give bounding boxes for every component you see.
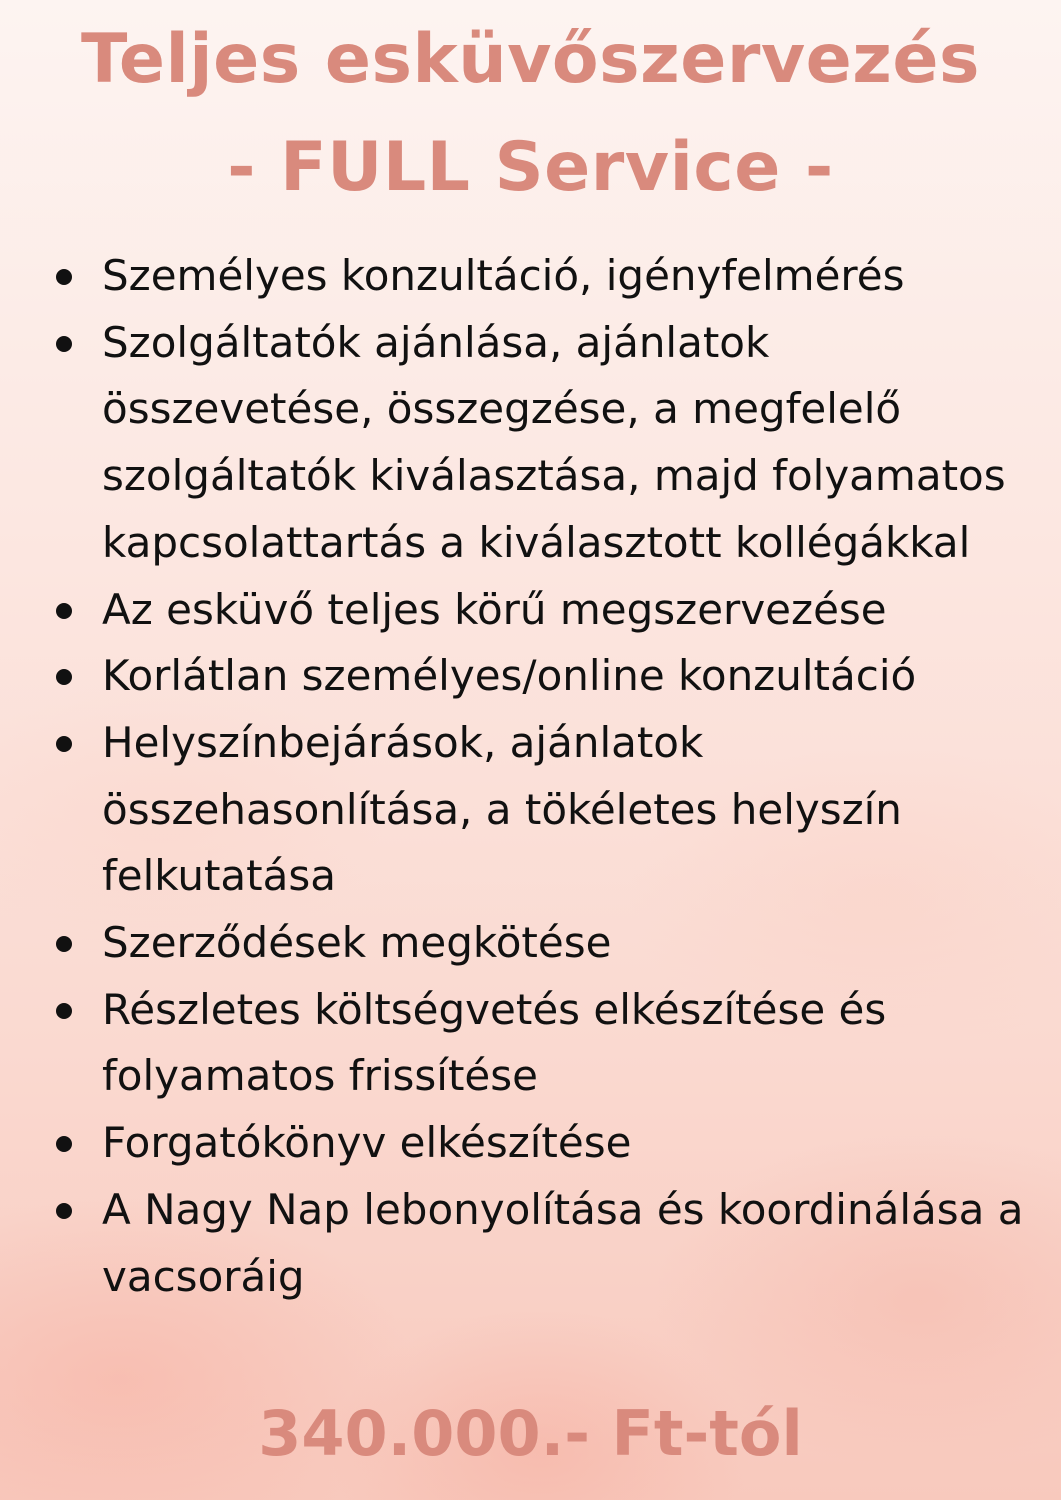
feature-text: Szerződések megkötése — [102, 918, 612, 968]
feature-item — [102, 977, 1052, 1110]
bullet-icon — [56, 336, 72, 352]
feature-item — [102, 310, 1052, 577]
feature-list — [102, 243, 1052, 1310]
feature-item — [102, 710, 1052, 910]
feature-text: Helyszínbejárások, ajánlatok összehasonlítása, a tökéletes helyszín felkutatása — [102, 717, 902, 901]
bullet-icon — [56, 1003, 72, 1019]
bullet-icon — [56, 269, 72, 285]
feature-text: Forgatókönyv elkészítése — [102, 1118, 632, 1168]
feature-item — [102, 1110, 1052, 1177]
bullet-icon — [56, 669, 72, 685]
bullet-icon — [56, 1203, 72, 1219]
price: 340.000.- Ft-tól — [258, 1397, 803, 1470]
title-line-2: - FULL Service - — [227, 128, 834, 207]
feature-item — [102, 1177, 1052, 1310]
feature-text: Korlátlan személyes/online konzultáció — [102, 651, 917, 701]
feature-item — [102, 643, 1052, 710]
bullet-icon — [56, 603, 72, 619]
feature-item — [102, 243, 1052, 310]
feature-text: Szolgáltatók ajánlása, ajánlatok összevetése, összegzése, a megfelelő szolgáltatók kiválasztása, majd folyamatos kapcsolattartás a kiválasztott kollégákkal — [102, 317, 1006, 567]
feature-item — [102, 910, 1052, 977]
bullet-icon — [56, 1136, 72, 1152]
feature-text: Részletes költségvetés elkészítése és folyamatos frissítése — [102, 984, 887, 1101]
bullet-icon — [56, 936, 72, 952]
feature-item — [102, 577, 1052, 644]
title-line-1: Teljes esküvőszervezés — [81, 20, 980, 99]
bullet-icon — [56, 736, 72, 752]
feature-text: Az esküvő teljes körű megszervezése — [102, 584, 887, 634]
feature-text: Személyes konzultáció, igényfelmérés — [102, 251, 905, 300]
feature-text: A Nagy Nap lebonyolítása és koordinálása a vacsoráig — [102, 1184, 1024, 1301]
